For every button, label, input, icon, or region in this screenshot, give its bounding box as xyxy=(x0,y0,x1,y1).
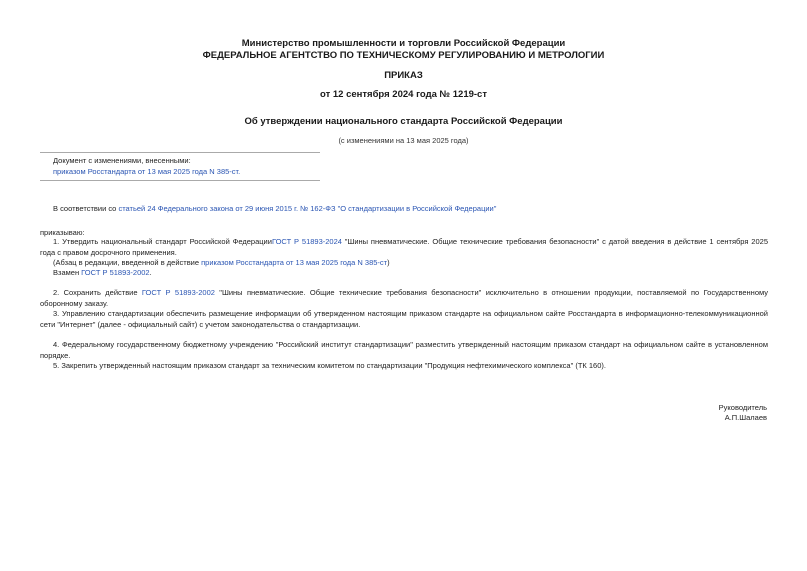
signature-role: Руководитель xyxy=(718,403,767,412)
paragraph-1-note xyxy=(40,258,768,269)
p1-note-end: ) xyxy=(387,258,390,267)
paragraph-4: 4. Федеральному государственному бюджетному учреждению "Российский институт стандартизации" разместить утвержденный настоящим приказом стандарт на официальном сайте в установленном порядке. xyxy=(40,340,768,360)
p2-text: 2. Сохранить действие xyxy=(53,288,142,297)
paragraph-2 xyxy=(40,288,768,309)
p1-text: 1. Утвердить национальный стандарт Российской Федерации xyxy=(53,237,272,246)
amendment-note: (с изменениями на 13 мая 2025 года) xyxy=(338,136,469,145)
signature-name: А.П.Шалаев xyxy=(724,413,767,422)
doc-info xyxy=(53,155,240,177)
intro-paragraph xyxy=(40,204,768,215)
paragraph-1-replace xyxy=(40,268,768,279)
doc-type: ПРИКАЗ xyxy=(384,70,423,81)
gost-2024-link[interactable]: ГОСТ Р 51893-2024 xyxy=(271,237,342,246)
paragraph-3: 3. Управлению стандартизации обеспечить размещение информации об утвержденном настоящим приказом стандарте на официальном сайте Росстандарта в информационно-телекоммуникационной сети "Интернет" (далее - официальный сайт) с учетом законодательства о стандартизации. xyxy=(40,309,768,329)
p1-note-text: (Абзац в редакции, введенной в действие xyxy=(53,258,202,267)
p1-note-link[interactable]: приказом Росстандарта от 13 мая 2025 года N 385-ст xyxy=(201,258,388,267)
gost-2002-link-2[interactable]: ГОСТ Р 51893-2002 xyxy=(141,288,215,297)
doc-title: Об утверждении национального стандарта Российской Федерации xyxy=(244,116,563,127)
p2-text-rest: "Шины пневматические. Общие технические требования безопасности" исключительно в отношении продукции, поставляемой по Государственному оборонному заказу. xyxy=(40,288,768,308)
p1-text-rest: "Шины пневматические. Общие технические требования безопасности" с датой введения в действие 1 сентября 2025 года с правом досрочного применения. xyxy=(40,237,768,257)
intro-text: В соответствии со xyxy=(53,204,119,213)
doc-date-number: от 12 сентября 2024 года № 1219-ст xyxy=(320,89,487,100)
divider-top xyxy=(40,152,320,153)
gost-2002-link[interactable]: ГОСТ Р 51893-2002 xyxy=(81,268,150,277)
divider-bottom xyxy=(40,180,320,181)
agency-name: ФЕДЕРАЛЬНОЕ АГЕНТСТВО ПО ТЕХНИЧЕСКОМУ РЕГУЛИРОВАНИЮ И МЕТРОЛОГИИ xyxy=(202,50,605,61)
paragraph-1 xyxy=(40,237,768,258)
law-link[interactable]: статьей 24 Федерального закона от 29 июня 2015 г. № 162-ФЗ "О стандартизации в Российской Федерации" xyxy=(118,204,497,213)
p1-replace-text: Взамен xyxy=(53,268,82,277)
doc-info-label: Документ с изменениями, внесенными: xyxy=(53,156,191,165)
amendment-link[interactable]: приказом Росстандарта от 13 мая 2025 года N 385-ст. xyxy=(53,167,241,176)
ministry-name: Министерство промышленности и торговли Российской Федерации xyxy=(241,38,566,49)
p1-replace-end: . xyxy=(149,268,152,277)
orders-line: приказываю: xyxy=(40,228,85,237)
paragraph-5: 5. Закрепить утвержденный настоящим приказом стандарт за техническим комитетом по стандартизации "Продукция нефтехимического комплекса" (ТК 160). xyxy=(53,361,606,370)
